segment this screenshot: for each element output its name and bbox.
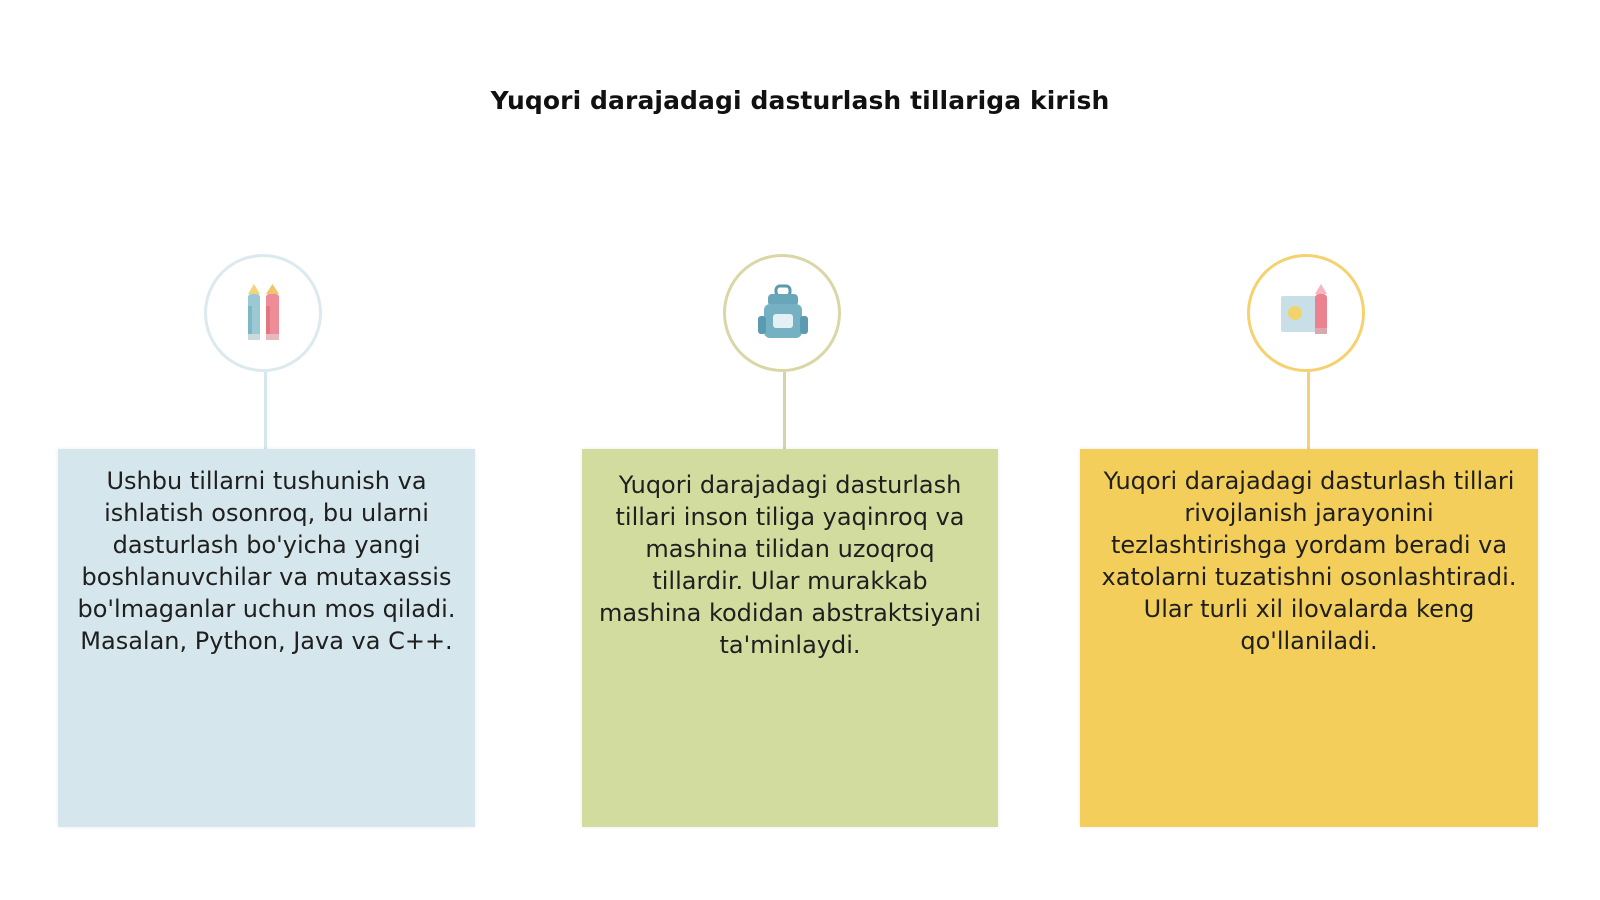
step-1-icon-circle [204, 254, 322, 372]
step-1-connector [264, 372, 267, 449]
step-1-text: Ushbu tillarni tushunish va ishlatish osonroq, bu ularni dasturlash bo'yicha yangi boshlanuvchilar va mutaxassis bo'lmaganlar uchun mos qiladi. Masalan, Python, Java va C++. [77, 467, 456, 655]
step-3-connector [1307, 372, 1310, 449]
step-1-card [58, 449, 475, 827]
page-title: Yuqori darajadagi dasturlash tillariga kirish [490, 86, 1110, 115]
step-2-text: Yuqori darajadagi dasturlash tillari inson tiliga yaqinroq va mashina tilidan uzoqroq tillardir. Ular murakkab mashina kodidan abstraktsiyani ta'minlaydi. [598, 471, 982, 659]
step-2-card [582, 449, 998, 827]
step-3-text: Yuqori darajadagi dasturlash tillari rivojlanish jarayonini tezlashtirishga yordam beradi va xatolarni tuzatishni osonlashtiradi. Ular turli xil ilovalarda keng qo'llaniladi. [1101, 467, 1517, 655]
step-2-icon-circle [723, 254, 841, 372]
step-3-card [1080, 449, 1538, 827]
step-3-icon-circle [1247, 254, 1365, 372]
backpack-icon [752, 282, 812, 344]
pencils-icon [233, 282, 293, 344]
step-2-connector [783, 372, 786, 449]
drawing-board-icon [1275, 282, 1337, 344]
